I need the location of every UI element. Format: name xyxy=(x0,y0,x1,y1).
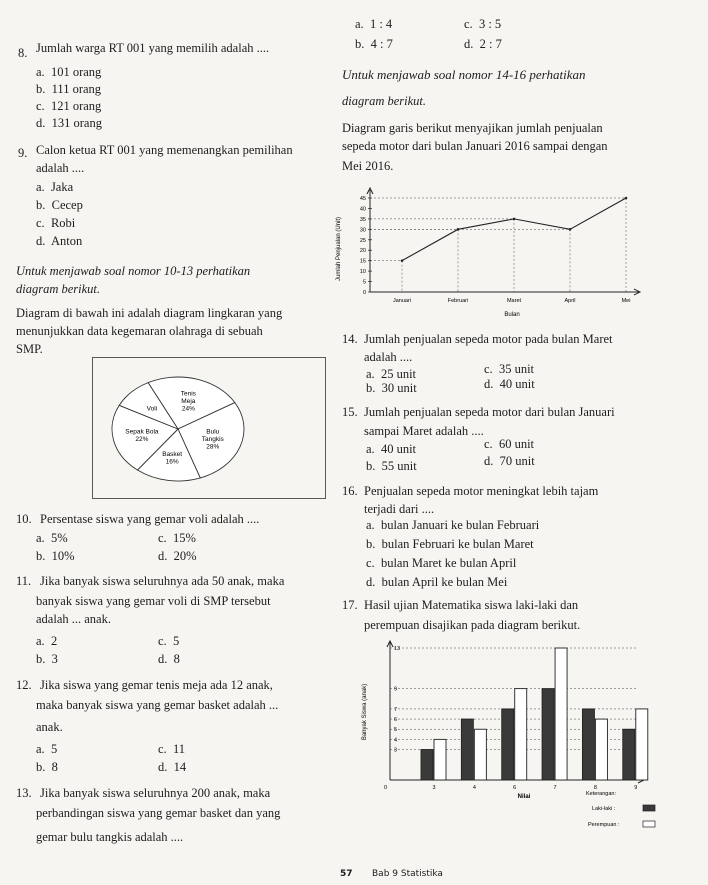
pie-description-line2: menunjukkan data kegemaran olahraga di sebuah xyxy=(16,324,263,338)
q9-option-b[interactable]: b. Cecep xyxy=(36,198,83,212)
q12-line1: Jika siswa yang gemar tenis meja ada 12 anak, xyxy=(40,678,273,692)
chapter-title: Bab 9 Statistika xyxy=(372,869,443,879)
line-xtick-2: Maret xyxy=(506,298,522,304)
bar-xtick-3: 3 xyxy=(432,785,436,791)
q14-line1: Jumlah penjualan sepeda motor pada bulan Maret xyxy=(364,332,613,346)
line-xtick-3: April xyxy=(564,298,576,304)
line-ytick-35: 35 xyxy=(359,216,366,223)
q9-stem-line2: adalah .... xyxy=(36,161,85,175)
line-point-3 xyxy=(569,228,572,231)
q11-option-b[interactable]: b. 3 xyxy=(36,652,58,666)
bar-perempuan-6 xyxy=(515,689,527,780)
q15-number: 15. xyxy=(342,405,358,419)
bar-perempuan-8 xyxy=(595,719,607,780)
pie-label-tenis-meja-2: 24% xyxy=(181,405,195,413)
q12-number: 12. xyxy=(16,678,32,692)
line-point-0 xyxy=(401,259,404,262)
bar-xtick-6: 6 xyxy=(513,785,517,791)
intro-14-16-line2: diagram berikut. xyxy=(342,94,427,108)
pie-label-voli-0: Voli xyxy=(146,405,158,413)
page-number: 57 xyxy=(340,869,353,879)
q13-line3: gemar bulu tangkis adalah .... xyxy=(36,830,184,844)
line-description-line2: sepeda motor dari bulan Januari 2016 sampai dengan xyxy=(342,139,608,153)
q11-line1: Jika banyak siswa seluruhnya ada 50 anak, maka xyxy=(40,574,285,588)
q15-option-a[interactable]: a. 40 unit xyxy=(366,442,417,456)
bar-perempuan-4 xyxy=(474,729,486,780)
line-ytick-5: 5 xyxy=(362,279,366,286)
q11-option-a[interactable]: a. 2 xyxy=(36,634,58,648)
intro-10-13-line2: diagram berikut. xyxy=(16,282,101,296)
bar-ylabel: Banyak Siswa (anak) xyxy=(362,683,368,741)
bar-legend-male-label: Laki-laki : xyxy=(592,806,616,812)
q12-option-a[interactable]: a. 5 xyxy=(36,742,58,756)
q9-option-d[interactable]: d. Anton xyxy=(36,234,83,248)
bar-perempuan-3 xyxy=(434,739,446,780)
q8-option-c[interactable]: c. 121 orang xyxy=(36,99,102,113)
line-ytick-15: 15 xyxy=(359,258,366,265)
prev-option-b[interactable]: b. 4 : 7 xyxy=(355,37,393,51)
q15-line1: Jumlah penjualan sepeda motor dari bulan Januari xyxy=(364,405,615,419)
q14-option-d[interactable]: d. 40 unit xyxy=(484,377,535,391)
bar-legend-female-label: Perempuan : xyxy=(588,822,620,828)
bar-laki-laki-6 xyxy=(502,709,514,780)
q10-option-c[interactable]: c. 15% xyxy=(158,531,196,545)
q9-option-c[interactable]: c. Robi xyxy=(36,216,76,230)
pie-chart xyxy=(92,357,326,499)
q16-option-a[interactable]: a. bulan Januari ke bulan Februari xyxy=(366,518,540,532)
q14-line2: adalah .... xyxy=(364,350,413,364)
pie-label-tenis-meja-1: Meja xyxy=(181,398,196,406)
bar-perempuan-7 xyxy=(555,648,567,780)
q14-option-b[interactable]: b. 30 unit xyxy=(366,381,417,395)
q15-option-c[interactable]: c. 60 unit xyxy=(484,437,535,451)
q10-option-a[interactable]: a. 5% xyxy=(36,531,68,545)
q12-option-d[interactable]: d. 14 xyxy=(158,760,187,774)
bar-laki-laki-9 xyxy=(623,729,635,780)
line-xtick-4: Mei xyxy=(621,298,631,304)
bar-legend-female-swatch xyxy=(643,821,655,827)
q15-line2: sampai Maret adalah .... xyxy=(364,424,484,438)
bar-xlabel: Nilai xyxy=(517,794,531,800)
q13-line2: perbandingan siswa yang gemar basket dan yang xyxy=(36,806,281,820)
q8-option-d[interactable]: d. 131 orang xyxy=(36,116,102,130)
bar-legend-title: Keterangan: xyxy=(586,791,616,797)
pie-label-basket-1: 16% xyxy=(165,458,179,466)
bar-perempuan-9 xyxy=(636,709,648,780)
pie-label-sepak-bola-1: 22% xyxy=(135,436,149,444)
q8-stem: Jumlah warga RT 001 yang memilih adalah .... xyxy=(36,41,270,55)
bar-ytick-4: 4 xyxy=(394,737,398,744)
bar-laki-laki-4 xyxy=(461,719,473,780)
bar-xtick-4: 4 xyxy=(472,785,476,791)
q14-option-c[interactable]: c. 35 unit xyxy=(484,362,535,376)
pie-label-bulu-tangkis-0: Bulu xyxy=(206,428,220,436)
intro-14-16-line1: Untuk menjawab soal nomor 14-16 perhatikan xyxy=(342,67,586,82)
q10-option-d[interactable]: d. 20% xyxy=(158,549,197,563)
line-ytick-30: 30 xyxy=(359,227,366,234)
line-ytick-45: 45 xyxy=(359,196,366,202)
pie-label-sepak-bola-0: Sepak Bola xyxy=(125,428,159,436)
q15-option-b[interactable]: b. 55 unit xyxy=(366,459,417,473)
bar-ytick-13: 13 xyxy=(394,646,401,652)
q13-line1: Jika banyak siswa seluruhnya 200 anak, maka xyxy=(40,786,271,800)
q15-option-d[interactable]: d. 70 unit xyxy=(484,454,535,468)
q9-number: 9. xyxy=(18,146,28,160)
prev-option-c[interactable]: c. 3 : 5 xyxy=(464,17,502,31)
q14-option-a[interactable]: a. 25 unit xyxy=(366,367,417,381)
q11-line2: banyak siswa yang gemar voli di SMP tersebut xyxy=(36,594,271,608)
pie-description-line1: Diagram di bawah ini adalah diagram lingkaran yang xyxy=(16,306,283,320)
q16-option-c[interactable]: c. bulan Maret ke bulan April xyxy=(366,556,517,570)
q17-number: 17. xyxy=(342,598,358,612)
q10-option-b[interactable]: b. 10% xyxy=(36,549,75,563)
line-point-1 xyxy=(457,228,460,231)
q9-stem: Calon ketua RT 001 yang memenangkan pemilihan xyxy=(36,143,293,157)
q16-option-b[interactable]: b. bulan Februari ke bulan Maret xyxy=(366,537,534,551)
line-ytick-10: 10 xyxy=(359,269,366,276)
line-xlabel: Bulan xyxy=(504,312,520,318)
q10-stem: Persentase siswa yang gemar voli adalah .... xyxy=(40,512,260,526)
q9-option-a[interactable]: a. Jaka xyxy=(36,180,74,194)
line-xtick-0: Januari xyxy=(392,298,412,304)
q13-number: 13. xyxy=(16,786,32,800)
intro-10-13-line1: Untuk menjawab soal nomor 10-13 perhatikan xyxy=(16,264,251,278)
q16-line2: terjadi dari .... xyxy=(364,502,435,516)
line-ytick-40: 40 xyxy=(359,206,366,213)
pie-description-line3: SMP. xyxy=(16,342,43,356)
bar-chart xyxy=(352,640,668,836)
bar-ytick-5: 5 xyxy=(394,727,398,734)
prev-option-a[interactable]: a. 1 : 4 xyxy=(355,17,393,31)
bar-laki-laki-8 xyxy=(582,709,594,780)
line-ytick-20: 20 xyxy=(359,248,366,255)
line-description-line1: Diagram garis berikut menyajikan jumlah penjualan xyxy=(342,121,603,135)
pie-label-basket-0: Basket xyxy=(162,451,183,459)
q12-line3: anak. xyxy=(36,720,63,734)
bar-legend-male-swatch xyxy=(643,805,655,811)
q17-line1: Hasil ujian Matematika siswa laki-laki dan xyxy=(364,598,579,612)
q16-line1: Penjualan sepeda motor meningkat lebih tajam xyxy=(364,484,599,498)
q14-number: 14. xyxy=(342,332,358,346)
q8-option-b[interactable]: b. 111 orang xyxy=(36,82,102,96)
q11-line3: adalah ... anak. xyxy=(36,612,111,626)
bar-laki-laki-3 xyxy=(421,750,433,780)
q12-option-c[interactable]: c. 11 xyxy=(158,742,185,756)
q8-number: 8. xyxy=(18,46,28,60)
q11-option-c[interactable]: c. 5 xyxy=(158,634,180,648)
line-description-line3: Mei 2016. xyxy=(342,159,394,173)
bar-xtick-7: 7 xyxy=(553,785,557,791)
pie-label-bulu-tangkis-2: 28% xyxy=(206,443,220,451)
line-xtick-1: Februari xyxy=(447,298,469,304)
q16-number: 16. xyxy=(342,484,358,498)
pie-label-bulu-tangkis-1: Tangkis xyxy=(201,435,224,443)
bar-ytick-3: 3 xyxy=(394,747,398,754)
q10-number: 10. xyxy=(16,512,32,526)
q12-line2: maka banyak siswa yang gemar basket adalah ... xyxy=(36,698,279,712)
bar-ytick-6: 6 xyxy=(394,717,398,724)
line-chart xyxy=(330,186,650,322)
prev-option-d[interactable]: d. 2 : 7 xyxy=(464,37,502,51)
bar-ytick-9: 9 xyxy=(394,686,398,693)
bar-xtick-8: 8 xyxy=(593,785,597,791)
bar-x-zero: 0 xyxy=(383,785,387,791)
pie-label-tenis-meja-0: Tenis xyxy=(180,390,196,398)
q11-number: 11. xyxy=(16,574,32,588)
q12-option-b[interactable]: b. 8 xyxy=(36,760,58,774)
line-ytick-0: 0 xyxy=(362,290,366,296)
line-point-4 xyxy=(625,197,628,200)
line-point-2 xyxy=(513,218,516,221)
bar-laki-laki-7 xyxy=(542,689,554,780)
q17-line2: perempuan disajikan pada diagram berikut. xyxy=(364,618,581,632)
bar-ytick-7: 7 xyxy=(394,706,398,713)
bar-xtick-9: 9 xyxy=(634,785,638,791)
q16-option-d[interactable]: d. bulan April ke bulan Mei xyxy=(366,575,508,589)
line-ytick-25: 25 xyxy=(359,237,366,244)
q8-option-a[interactable]: a. 101 orang xyxy=(36,65,102,79)
line-ylabel: Jumlah Penjualan (Unit) xyxy=(336,216,342,282)
q11-option-d[interactable]: d. 8 xyxy=(158,652,180,666)
